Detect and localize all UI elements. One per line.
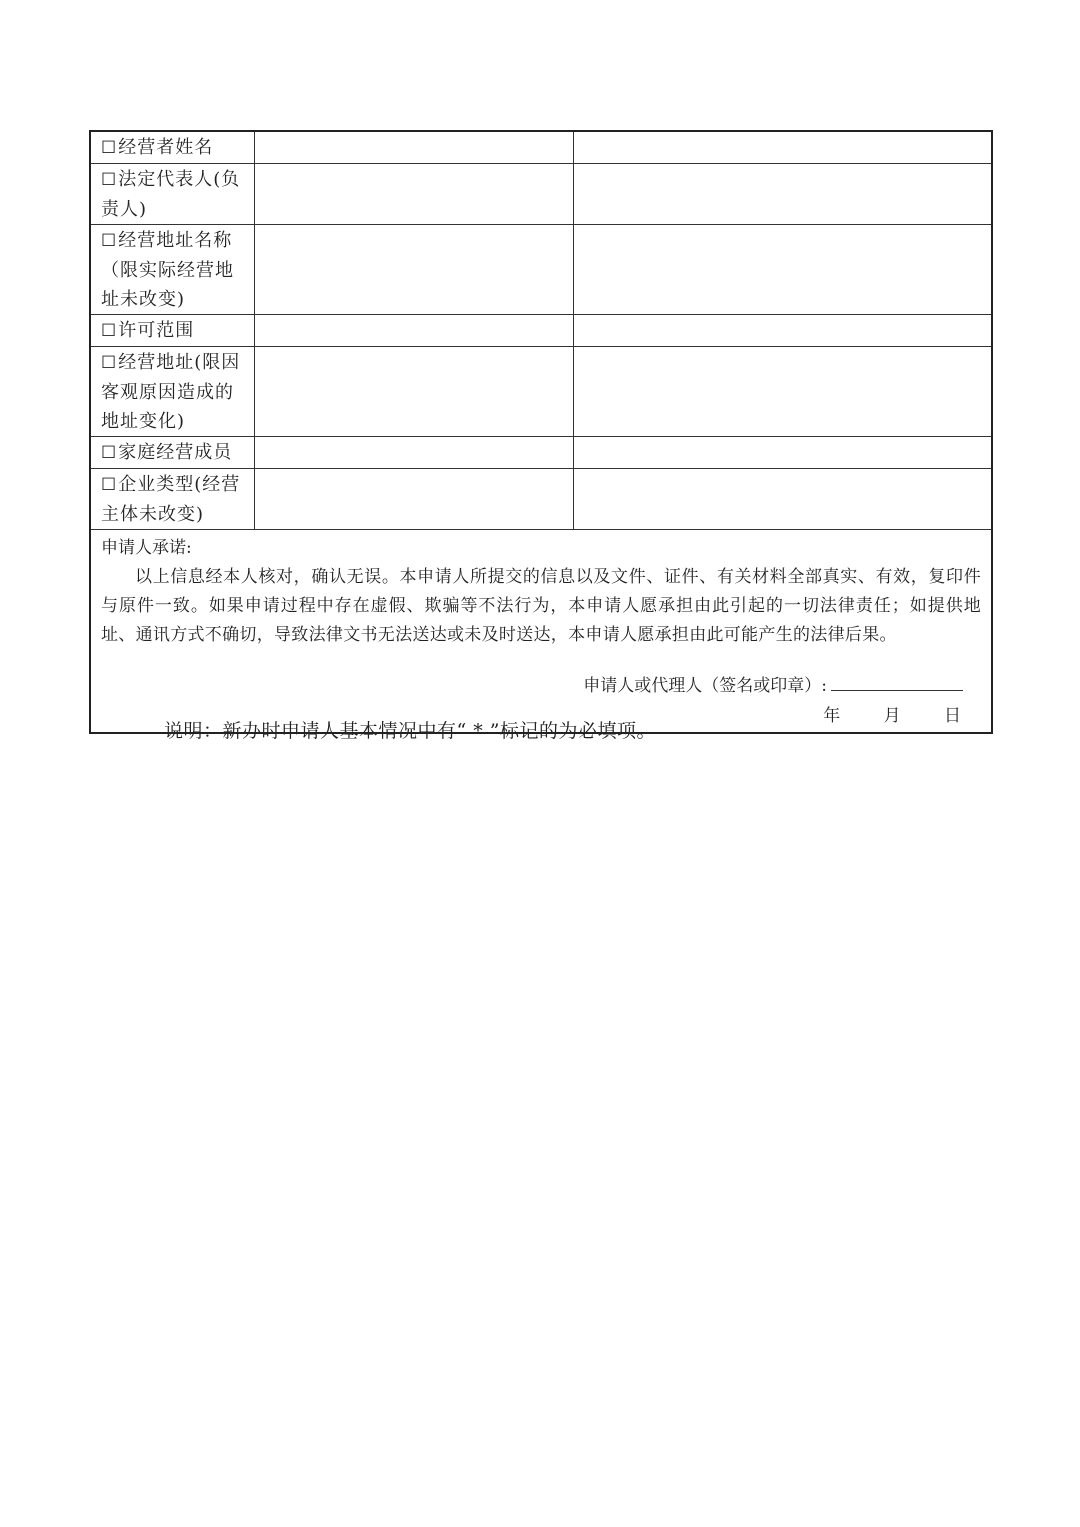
row-label-license-scope[interactable]: ☐许可范围 bbox=[90, 315, 254, 347]
commitment-body: 以上信息经本人核对，确认无误。本申请人所提交的信息以及文件、证件、有关材料全部真实、有效，复印件与原件一致。如果申请过程中存在虚假、欺骗等不法行为，本申请人愿承担由此引起的一切法律责任；如提供地址、通讯方式不确切，导致法律文书无法送达或未及时送达，本申请人愿承担由此可能产生的法律后果。 bbox=[101, 567, 981, 645]
table-row bbox=[90, 315, 992, 347]
value-after-field[interactable] bbox=[573, 225, 992, 315]
table-row bbox=[90, 164, 992, 225]
value-after-field[interactable] bbox=[573, 315, 992, 347]
row-label-legal-representative[interactable]: ☐法定代表人(负责人) bbox=[90, 164, 254, 225]
checkbox-icon[interactable]: ☐ bbox=[101, 443, 118, 463]
row-label-enterprise-type[interactable]: ☐企业类型(经营主体未改变) bbox=[90, 469, 254, 530]
value-before-field[interactable] bbox=[254, 225, 573, 315]
row-label-address-name[interactable]: ☐经营地址名称（限实际经营地址未改变) bbox=[90, 225, 254, 315]
change-items-table bbox=[89, 130, 993, 734]
signature-label: 申请人或代理人（签名或印章）: bbox=[583, 676, 827, 696]
value-after-field[interactable] bbox=[573, 469, 992, 530]
date-year-label: 年 bbox=[823, 706, 841, 726]
statement-row bbox=[90, 530, 992, 734]
checkbox-icon[interactable]: ☐ bbox=[101, 353, 118, 373]
checkbox-icon[interactable]: ☐ bbox=[101, 170, 118, 190]
checkbox-icon[interactable]: ☐ bbox=[101, 138, 118, 158]
table-row bbox=[90, 469, 992, 530]
value-before-field[interactable] bbox=[254, 131, 573, 164]
commitment-title: 申请人承诺: bbox=[101, 538, 192, 558]
value-after-field[interactable] bbox=[573, 164, 992, 225]
row-label-business-address[interactable]: ☐经营地址(限因客观原因造成的地址变化) bbox=[90, 347, 254, 437]
checkbox-icon[interactable]: ☐ bbox=[101, 231, 118, 251]
date-day-label: 日 bbox=[944, 706, 961, 726]
checkbox-icon[interactable]: ☐ bbox=[101, 475, 118, 495]
table-row bbox=[90, 131, 992, 164]
value-before-field[interactable] bbox=[254, 164, 573, 225]
value-after-field[interactable] bbox=[573, 131, 992, 164]
table-row bbox=[90, 225, 992, 315]
value-after-field[interactable] bbox=[573, 347, 992, 437]
table-row bbox=[90, 347, 992, 437]
value-before-field[interactable] bbox=[254, 347, 573, 437]
value-before-field[interactable] bbox=[254, 437, 573, 469]
value-before-field[interactable] bbox=[254, 315, 573, 347]
signature-line bbox=[583, 672, 963, 701]
table-row bbox=[90, 437, 992, 469]
form-note: 说明：新办时申请人基本情况中有“ * ”标记的为必填项。 bbox=[164, 720, 657, 742]
row-label-operator-name[interactable]: ☐经营者姓名 bbox=[90, 131, 254, 164]
signature-field[interactable] bbox=[831, 672, 963, 691]
value-before-field[interactable] bbox=[254, 469, 573, 530]
date-line bbox=[785, 702, 961, 731]
checkbox-icon[interactable]: ☐ bbox=[101, 321, 118, 341]
row-label-family-members[interactable]: ☐家庭经营成员 bbox=[90, 437, 254, 469]
value-after-field[interactable] bbox=[573, 437, 992, 469]
date-month-label: 月 bbox=[883, 706, 901, 726]
applicant-commitment bbox=[90, 530, 992, 734]
